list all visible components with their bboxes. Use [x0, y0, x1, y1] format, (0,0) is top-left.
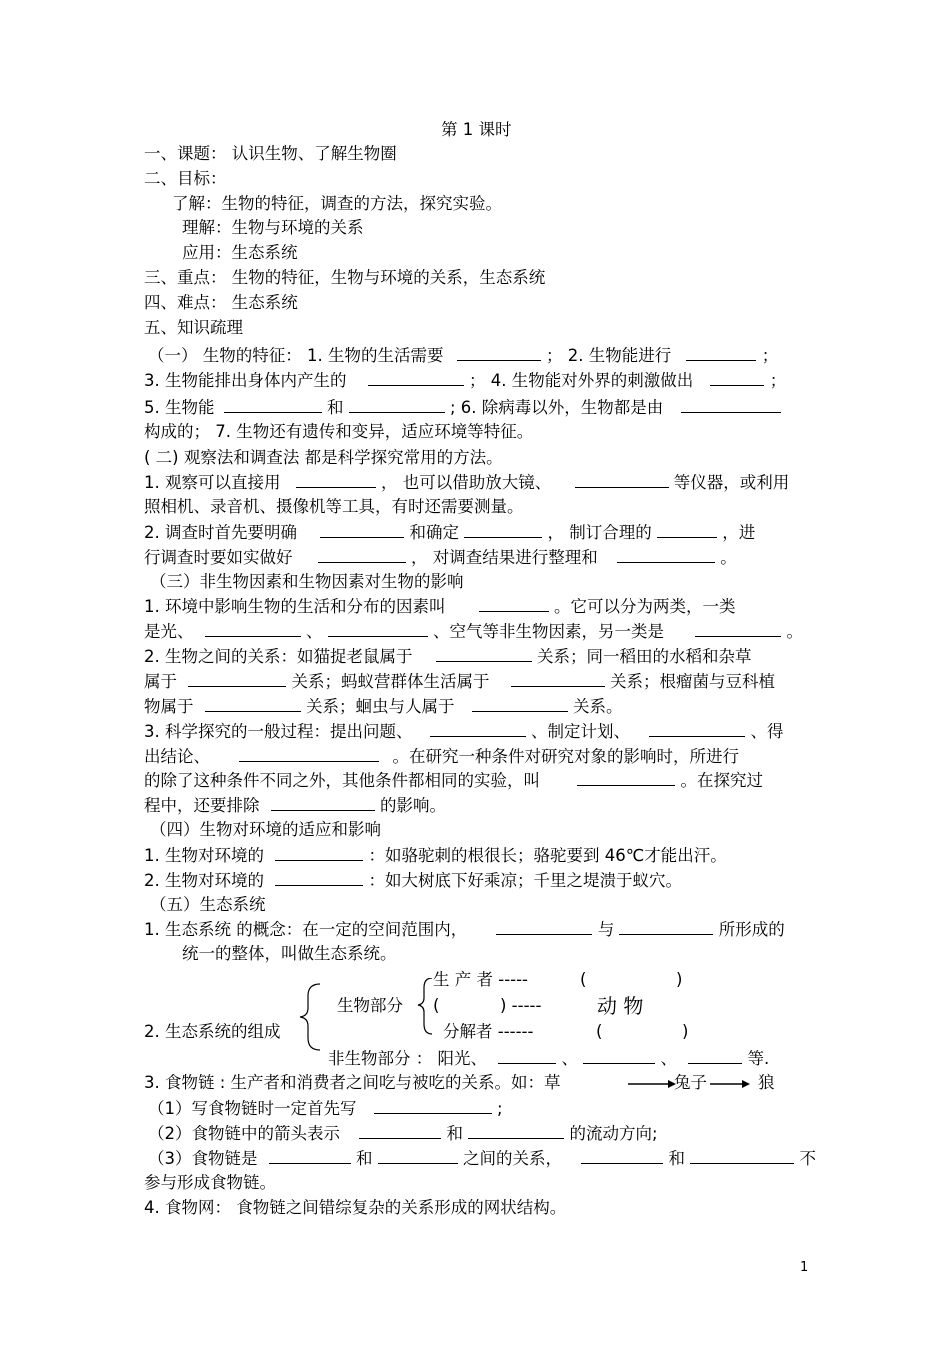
text: 和	[356, 1149, 373, 1168]
blank	[710, 370, 764, 386]
chain-q3-cont: 参与形成食物链。	[144, 1173, 276, 1192]
text: 不	[799, 1149, 816, 1168]
blank	[275, 870, 363, 886]
text: 1. 生物对环境的	[144, 846, 264, 865]
blank	[617, 547, 715, 563]
animal-label: 动 物	[597, 994, 644, 1018]
producer-paren-open: (	[580, 970, 587, 989]
text: 关系；同一稻田的水稻和杂草	[537, 647, 752, 666]
text: 属于	[144, 672, 177, 691]
text: 物属于	[144, 697, 194, 716]
consumer-paren-open: (	[433, 996, 440, 1015]
blank	[686, 345, 756, 361]
topic-line: 一、课题： 认识生物、了解生物圈	[144, 144, 397, 163]
relations-line-2	[144, 671, 775, 692]
blank	[577, 770, 675, 786]
knowledge-heading: 五、知识疏理	[144, 318, 243, 337]
text: 是光、	[144, 622, 194, 641]
text: 关系。	[573, 697, 623, 716]
text: ：如大树底下好乘凉；千里之堤溃于蚁穴。	[368, 871, 682, 890]
blank	[436, 646, 532, 662]
goal-comprehend: 理解：生物与环境的关系	[182, 218, 364, 237]
text: 2. 调查时首先要明确	[144, 523, 297, 542]
blank	[188, 671, 286, 687]
text: 的影响。	[380, 796, 446, 815]
survey-line-1	[144, 522, 755, 543]
inquiry-line-2	[144, 746, 739, 767]
text: 出结论、	[144, 747, 210, 766]
arrow-head	[742, 1080, 750, 1088]
text: 1. 观察可以直接用	[144, 473, 281, 492]
text: 关系；蚂蚁营群体生活属于	[291, 672, 490, 691]
text: ; 6. 除病毒以外，生物都是由	[450, 398, 664, 417]
blank	[378, 1148, 458, 1164]
text: 、	[561, 1049, 578, 1068]
text: 和	[446, 1124, 463, 1143]
decomposer-paren-open: (	[596, 1022, 603, 1041]
blank	[296, 472, 376, 488]
chain-q1	[148, 1098, 503, 1119]
goals-heading: 二、目标：	[144, 169, 227, 188]
blank	[688, 1048, 742, 1064]
text: 和确定	[409, 523, 459, 542]
text: 、得	[750, 722, 784, 741]
relations-line-3	[144, 696, 623, 717]
keypoints-line: 三、重点： 生物的特征，生物与环境的关系，生态系统	[144, 268, 546, 287]
ecosystem-def-1	[144, 919, 785, 940]
blank	[619, 919, 713, 935]
blank	[690, 1148, 794, 1164]
food-web-line: 4. 食物网： 食物链之间错综复杂的关系形成的网状结构。	[144, 1198, 567, 1217]
blank	[320, 522, 404, 538]
text: 。在研究一种条件对研究对象的影响时，所进行	[392, 747, 739, 766]
text: 、	[660, 1049, 677, 1068]
ecosystem-heading: （五）生态系统	[150, 895, 266, 914]
blank	[224, 397, 322, 413]
blank	[328, 621, 428, 637]
text: 1. 环境中影响生物的生活和分布的因素叫	[144, 597, 446, 616]
text: 和	[668, 1149, 685, 1168]
text: 3. 科学探究的一般过程：提出问题、	[144, 722, 413, 741]
text: 。	[786, 622, 803, 641]
goal-understand: 了解：生物的特征，调查的方法，探究实验。	[172, 194, 502, 213]
decomposer-label: 分解者 ------	[443, 1022, 534, 1041]
blank	[205, 621, 301, 637]
features-line-1	[148, 345, 778, 366]
blank	[205, 696, 301, 712]
consumer-row: ) -----	[500, 996, 542, 1015]
blank	[349, 397, 445, 413]
inquiry-line-3	[144, 770, 763, 791]
text: 。它可以分为两类，一类	[554, 597, 736, 616]
text: 的除了这种条件不同之外，其他条件都相同的实验，叫	[144, 771, 540, 790]
text: 、	[306, 622, 323, 641]
blank	[479, 596, 549, 612]
adapt-heading: （四）生物对环境的适应和影响	[150, 820, 381, 839]
lesson-title: 第 1 课时	[441, 120, 512, 139]
text: 和	[327, 398, 344, 417]
inner-brace	[418, 978, 432, 1034]
text: ，进	[722, 523, 756, 542]
text: 2. 生物对环境的	[144, 871, 264, 890]
adapt-line-1	[144, 845, 727, 866]
text: ；	[761, 346, 779, 365]
text: 3. 生物能排出身体内产生的	[144, 371, 347, 390]
text: ； 2. 生物能进行	[545, 346, 672, 365]
text: 。在探究过	[680, 771, 763, 790]
goal-apply: 应用：生态系统	[182, 243, 298, 262]
blank	[575, 472, 669, 488]
text: 非生物部分 ： 阳光、	[328, 1049, 487, 1068]
decomposer-paren-close: )	[682, 1022, 689, 1041]
food-chain-line: 3. 食物链 : 生产者和消费者之间吃与被吃的关系。如：草	[144, 1073, 561, 1092]
factors-line-2	[144, 621, 803, 642]
blank	[498, 1048, 556, 1064]
text: 等.	[747, 1049, 770, 1068]
text: ， 对调查结果进行整理和	[411, 548, 598, 567]
text: 的流动方向;	[569, 1124, 658, 1143]
text: 程中，还要排除	[144, 796, 260, 815]
blank	[464, 522, 542, 538]
blank	[695, 621, 781, 637]
brace-diagram	[298, 978, 438, 1056]
producer-label: 生 产 者 -----	[433, 970, 529, 989]
producer-paren-close: )	[676, 970, 683, 989]
text: 关系；蛔虫与人属于	[306, 697, 455, 716]
features-line-2	[144, 370, 786, 391]
page-number: 1	[800, 1260, 809, 1275]
features-line-3	[144, 397, 781, 418]
wolf-label: 狼	[758, 1073, 775, 1092]
blank	[269, 1148, 351, 1164]
text: 5. 生物能	[144, 398, 215, 417]
inquiry-line-1	[144, 721, 784, 742]
blank	[318, 547, 406, 563]
blank	[359, 1123, 441, 1139]
text: ； 4. 生物能对外界的刺激做出	[469, 371, 694, 390]
text: 。	[720, 548, 737, 567]
text: （一） 生物的特征： 1. 生物的生活需要	[148, 346, 444, 365]
text: ；	[769, 371, 787, 390]
features-line-4: 构成的； 7. 生物还有遗传和变异，适应环境等特征。	[144, 422, 534, 441]
rabbit-label: 兔子	[674, 1073, 707, 1092]
blank	[457, 345, 541, 361]
text: 行调查时要如实做好	[144, 548, 293, 567]
text: ， 也可以借助放大镜、	[381, 473, 552, 492]
outer-brace	[300, 984, 320, 1050]
text: ;	[497, 1099, 503, 1118]
factors-line-1	[144, 596, 736, 617]
biotic-part-label: 生物部分	[337, 996, 403, 1015]
chain-q3	[148, 1148, 816, 1169]
text: 、制定计划、	[531, 722, 630, 741]
relations-line-1	[144, 646, 752, 667]
text: ：如骆驼刺的根很长；骆驼要到 46℃才能出汗。	[368, 846, 727, 865]
observe-line-2: 照相机、录音机、摄像机等工具，有时还需要测量。	[144, 497, 524, 516]
blank	[649, 721, 745, 737]
factors-heading: （三）非生物因素和生物因素对生物的影响	[150, 572, 464, 591]
text: （1）写食物链时一定首先写	[148, 1099, 357, 1118]
adapt-line-2	[144, 870, 682, 891]
text: 2. 生物之间的关系：如猫捉老鼠属于	[144, 647, 413, 666]
text: 1. 生态系统 的概念：在一定的空间范围内，	[144, 920, 468, 939]
observe-line-1	[144, 472, 789, 493]
blank	[681, 397, 781, 413]
text: 所形成的	[718, 920, 785, 939]
text: 与	[597, 920, 615, 939]
text: 、空气等非生物因素，另一类是	[433, 622, 664, 641]
blank	[239, 746, 379, 762]
blank	[657, 522, 717, 538]
blank	[496, 919, 592, 935]
text: 关系；根瘤菌与豆科植	[610, 672, 775, 691]
producer-row	[433, 970, 528, 990]
blank	[581, 1148, 663, 1164]
text: 等仪器，或利用	[673, 473, 790, 492]
ecosystem-def-2: 统一的整体，叫做生态系统。	[182, 944, 397, 963]
text: （2）食物链中的箭头表示	[148, 1124, 340, 1143]
blank	[468, 1123, 564, 1139]
blank	[271, 795, 375, 811]
survey-line-2	[144, 547, 737, 568]
blank	[368, 370, 464, 386]
text: ， 制订合理的	[547, 523, 652, 542]
blank	[275, 845, 363, 861]
blank	[430, 721, 526, 737]
observe-heading: ( 二) 观察法和调查法 都是科学探究常用的方法。	[144, 448, 503, 467]
text: （3）食物链是	[148, 1149, 258, 1168]
abiotic-row	[328, 1048, 769, 1069]
blank	[472, 696, 568, 712]
difficulty-line: 四、难点： 生态系统	[144, 293, 298, 312]
text: 之间的关系，	[463, 1149, 562, 1168]
chain-q2	[148, 1123, 658, 1144]
inquiry-line-4	[144, 795, 446, 816]
blank	[374, 1098, 492, 1114]
blank	[583, 1048, 655, 1064]
composition-label: 2. 生态系统的组成	[144, 1022, 281, 1041]
blank	[511, 671, 605, 687]
